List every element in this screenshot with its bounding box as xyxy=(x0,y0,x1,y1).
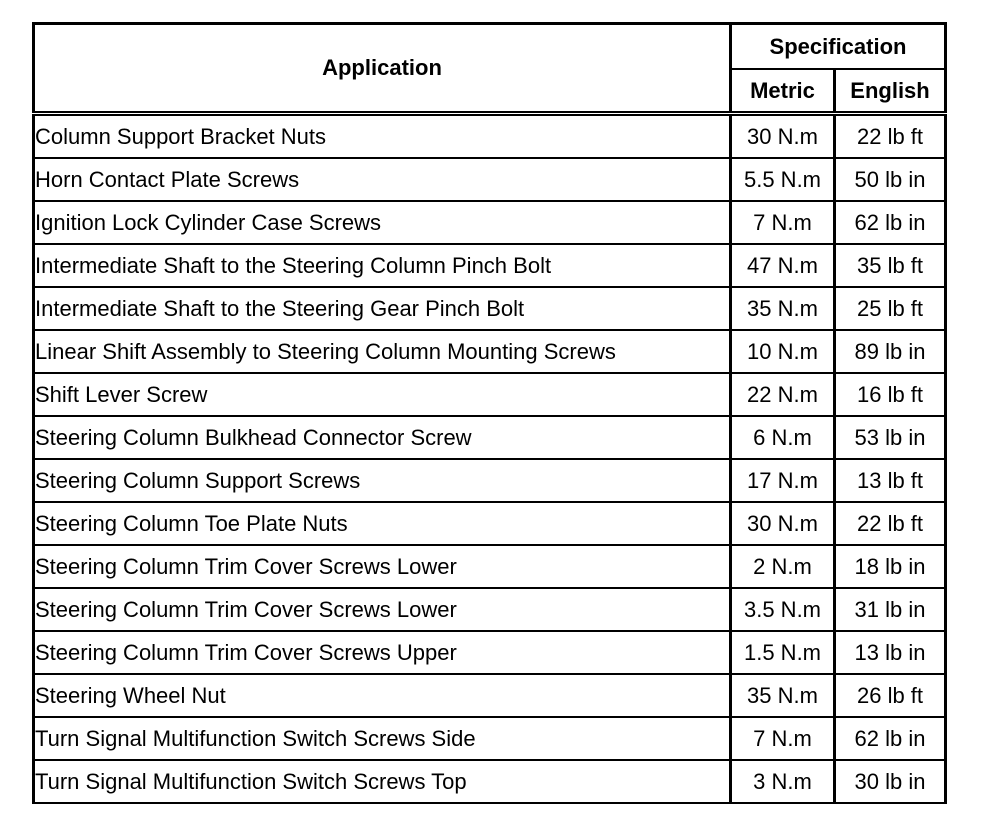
application-cell: Turn Signal Multifunction Switch Screws Top xyxy=(34,760,731,803)
english-value-cell: 13 lb ft xyxy=(835,459,946,502)
table-row xyxy=(34,373,946,416)
table-row xyxy=(34,330,946,373)
english-value-cell: 16 lb ft xyxy=(835,373,946,416)
table-row xyxy=(34,201,946,244)
metric-value-cell: 7 N.m xyxy=(731,201,835,244)
metric-value-cell: 7 N.m xyxy=(731,717,835,760)
table-row xyxy=(34,588,946,631)
table-body xyxy=(34,114,946,804)
metric-value-cell: 30 N.m xyxy=(731,502,835,545)
table-row xyxy=(34,545,946,588)
table-row xyxy=(34,717,946,760)
english-value-cell: 22 lb ft xyxy=(835,114,946,159)
english-value-cell: 62 lb in xyxy=(835,201,946,244)
header-specification: Specification xyxy=(731,24,946,70)
table-row xyxy=(34,244,946,287)
header-metric: Metric xyxy=(731,69,835,114)
application-cell: Linear Shift Assembly to Steering Column Mounting Screws xyxy=(34,330,731,373)
application-cell: Steering Column Toe Plate Nuts xyxy=(34,502,731,545)
header-row-top xyxy=(34,24,946,70)
table-row xyxy=(34,459,946,502)
table-row xyxy=(34,287,946,330)
application-cell: Steering Column Trim Cover Screws Lower xyxy=(34,588,731,631)
english-value-cell: 62 lb in xyxy=(835,717,946,760)
english-value-cell: 50 lb in xyxy=(835,158,946,201)
metric-value-cell: 1.5 N.m xyxy=(731,631,835,674)
application-cell: Horn Contact Plate Screws xyxy=(34,158,731,201)
header-english: English xyxy=(835,69,946,114)
english-value-cell: 26 lb ft xyxy=(835,674,946,717)
table-row xyxy=(34,502,946,545)
application-cell: Steering Column Support Screws xyxy=(34,459,731,502)
metric-value-cell: 10 N.m xyxy=(731,330,835,373)
table-row xyxy=(34,760,946,803)
application-cell: Shift Lever Screw xyxy=(34,373,731,416)
table-row xyxy=(34,674,946,717)
table-row xyxy=(34,416,946,459)
application-cell: Turn Signal Multifunction Switch Screws Side xyxy=(34,717,731,760)
english-value-cell: 89 lb in xyxy=(835,330,946,373)
application-cell: Steering Column Bulkhead Connector Screw xyxy=(34,416,731,459)
metric-value-cell: 3 N.m xyxy=(731,760,835,803)
metric-value-cell: 5.5 N.m xyxy=(731,158,835,201)
application-cell: Steering Column Trim Cover Screws Upper xyxy=(34,631,731,674)
english-value-cell: 31 lb in xyxy=(835,588,946,631)
english-value-cell: 35 lb ft xyxy=(835,244,946,287)
metric-value-cell: 35 N.m xyxy=(731,287,835,330)
metric-value-cell: 30 N.m xyxy=(731,114,835,159)
english-value-cell: 25 lb ft xyxy=(835,287,946,330)
application-cell: Intermediate Shaft to the Steering Gear Pinch Bolt xyxy=(34,287,731,330)
metric-value-cell: 47 N.m xyxy=(731,244,835,287)
application-cell: Ignition Lock Cylinder Case Screws xyxy=(34,201,731,244)
table-header xyxy=(34,24,946,114)
english-value-cell: 30 lb in xyxy=(854,768,926,794)
application-cell: Intermediate Shaft to the Steering Column Pinch Bolt xyxy=(34,244,731,287)
metric-value-cell: 22 N.m xyxy=(731,373,835,416)
metric-value-cell: 2 N.m xyxy=(731,545,835,588)
header-application: Application xyxy=(34,24,731,114)
metric-value-cell: 6 N.m xyxy=(731,416,835,459)
table-row xyxy=(34,631,946,674)
table-row xyxy=(34,114,946,159)
table-row xyxy=(34,158,946,201)
english-value-cell: 22 lb ft xyxy=(835,502,946,545)
metric-value-cell: 35 N.m xyxy=(731,674,835,717)
english-value-cell: 13 lb in xyxy=(835,631,946,674)
application-cell: Steering Column Trim Cover Screws Lower xyxy=(34,545,731,588)
english-value-cell: 53 lb in xyxy=(835,416,946,459)
torque-specification-table xyxy=(32,22,947,804)
application-cell: Steering Wheel Nut xyxy=(34,674,731,717)
application-cell: Column Support Bracket Nuts xyxy=(34,114,731,159)
english-value-cell: 18 lb in xyxy=(835,545,946,588)
metric-value-cell: 3.5 N.m xyxy=(731,588,835,631)
metric-value-cell: 17 N.m xyxy=(731,459,835,502)
